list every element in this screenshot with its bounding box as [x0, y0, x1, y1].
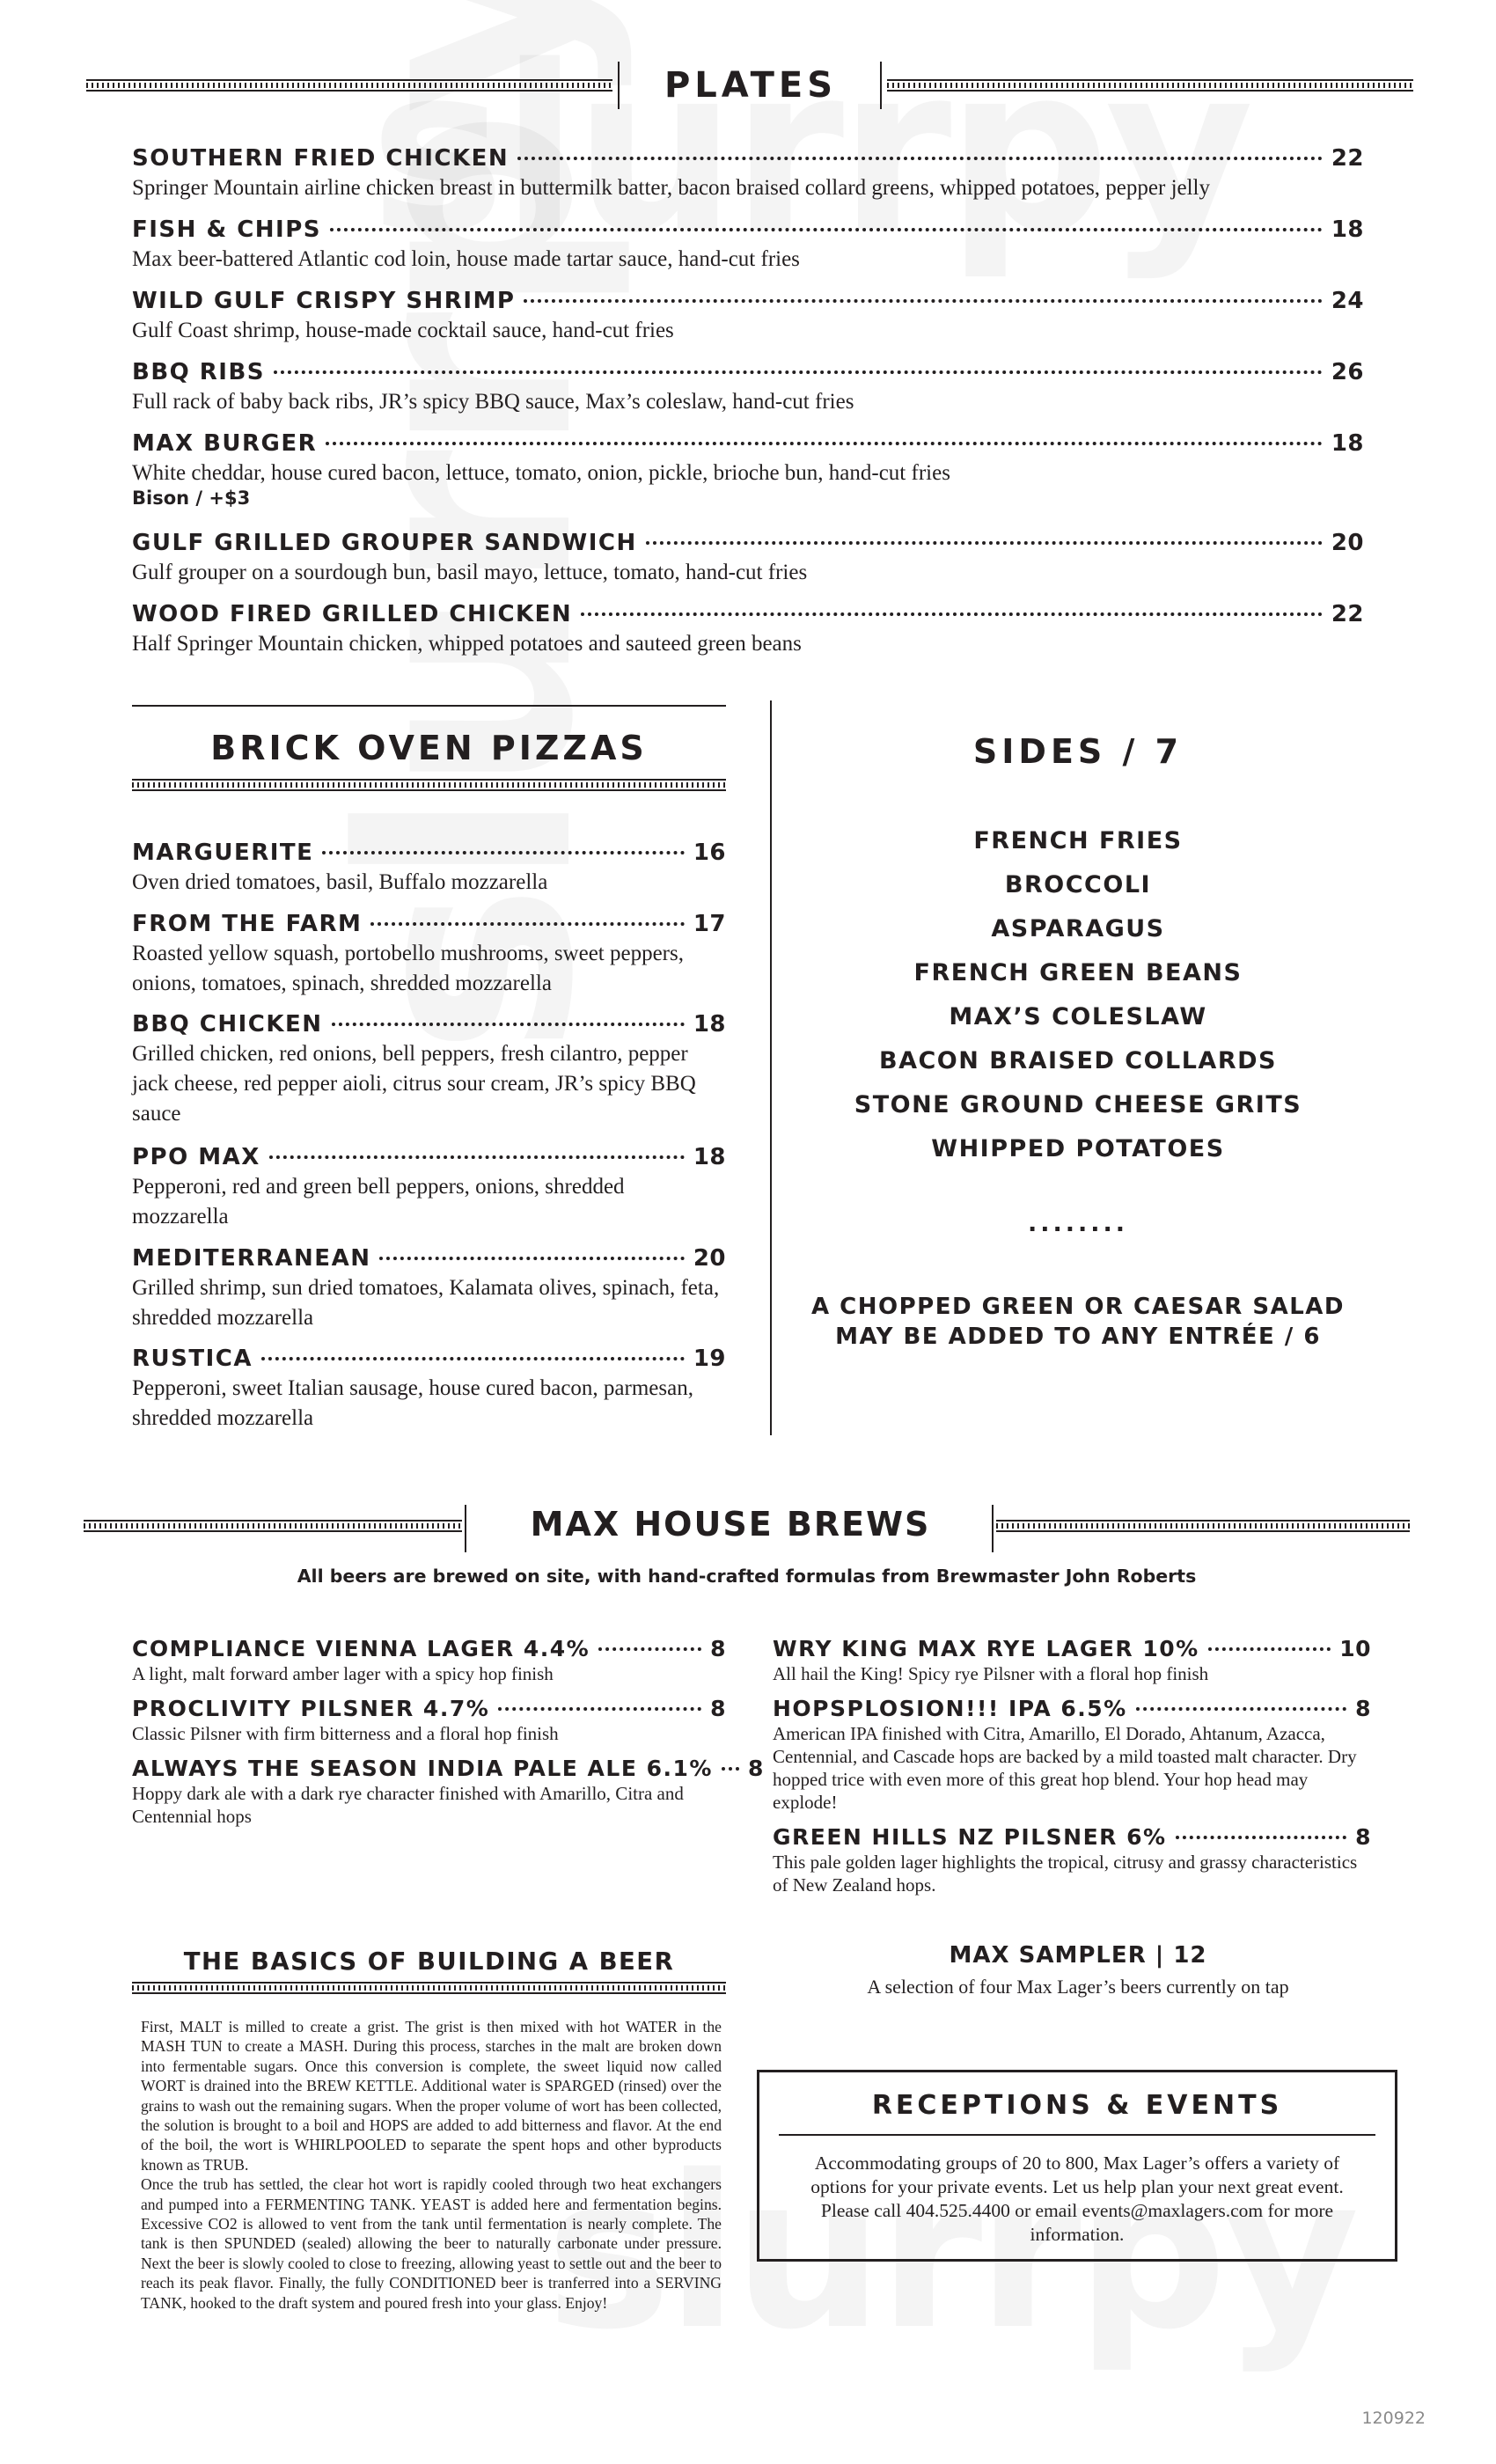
plates-item-row — [132, 430, 1364, 457]
dot-leader — [598, 1647, 701, 1651]
plates-item-row — [132, 530, 1364, 556]
events-divider — [779, 2134, 1375, 2136]
side-item: BROCCOLI — [1004, 871, 1152, 898]
plates-item — [132, 359, 1364, 416]
plates-item-description: Springer Mountain airline chicken breast in buttermilk batter, bacon braised collard greens, whipped potatoes, pepper jelly — [132, 176, 1210, 200]
pizza-rule — [132, 779, 726, 791]
menu-code: 120922 — [1361, 2409, 1426, 2428]
dot-leader — [332, 1023, 685, 1026]
beer-item-price: 8 — [710, 1636, 726, 1661]
plates-item-row — [132, 145, 1364, 172]
beer-item-name: HOPSPLOSION!!! IPA 6.5% — [773, 1696, 1127, 1721]
events-text: Accommodating groups of 20 to 800, Max Lager’s offers a variety of options for your private events. Let us help plan your next great event. Please call 404.525.4400 or email events@maxlagers.com for more information. — [810, 2152, 1344, 2245]
beer-item — [773, 1636, 1371, 1685]
beer-item-description: Classic Pilsner with firm bitterness and a floral hop finish — [132, 1723, 559, 1744]
plates-item-price: 22 — [1331, 601, 1364, 627]
pizza-item-description: Pepperoni, red and green bell peppers, onions, shredded mozzarella — [132, 1175, 625, 1228]
beer-item — [132, 1696, 726, 1745]
pizza-item — [132, 1011, 726, 1129]
pizza-item-name: BBQ CHICKEN — [132, 1011, 323, 1038]
dot-leader — [1176, 1836, 1347, 1839]
dot-leader — [517, 157, 1323, 160]
events-box — [757, 2070, 1397, 2262]
basics-paragraph-2: Once the trub has settled, the clear hot wort is rapidly cooled through two heat exchangers and pumped into a FERMENTING TANK. YEAST is added here and fermentation begins. Excessive CO2 is allowed to vent from the tank until fermentation is nearly complete. The tank is then SPUNDED (sealed) allowing the beer to naturally carbonate under pressure. Next the beer is slowly cooled to close to freezing, allowing yeast to settle out and the beer to reach its peak flavor. Finally, the fully CONDITIONED beer is tranferred into a SERVING TANK, hooked to the draft system and poured fresh into your glass. Enjoy! — [141, 2175, 722, 2312]
dot-leader — [274, 370, 1323, 374]
plates-item-price: 20 — [1331, 530, 1364, 556]
plates-item-row — [132, 216, 1364, 243]
dot-leader — [330, 228, 1323, 231]
pizza-item-name: FROM THE FARM — [132, 911, 363, 937]
pizza-item-row — [132, 1011, 726, 1038]
plates-item-description: Gulf grouper on a sourdough bun, basil mayo, lettuce, tomato, hand-cut fries — [132, 561, 808, 584]
plates-item-name: FISH & CHIPS — [132, 216, 321, 243]
pizza-top-line — [132, 705, 726, 707]
side-item: FRENCH FRIES — [973, 827, 1183, 854]
beer-item-price: 8 — [710, 1696, 726, 1721]
pizza-item-row — [132, 1346, 726, 1372]
side-item: STONE GROUND CHEESE GRITS — [854, 1091, 1302, 1118]
beer-item-name: ALWAYS THE SEASON INDIA PALE ALE 6.1% — [132, 1756, 713, 1781]
beer-item-description: Hoppy dark ale with a dark rye character finished with Amarillo, Citra and Centennial hops — [132, 1783, 684, 1827]
brews-rule-right — [996, 1520, 1410, 1532]
plates-item-name: MAX BURGER — [132, 430, 318, 457]
pizza-title: BRICK OVEN PIZZAS — [210, 729, 648, 767]
dot-leader — [370, 922, 684, 926]
salad-note-line1: A CHOPPED GREEN OR CAESAR SALAD — [811, 1294, 1345, 1320]
beer-item-description: American IPA finished with Citra, Amarillo, El Dorado, Ahtanum, Azacca, Centennial, and Cascade hops are backed by a mild toasted malt character. Dry hopped trice with even more of this great hop blend. Your hop head may explode! — [773, 1723, 1357, 1813]
beer-item-description: This pale golden lager highlights the tropical, citrusy and grassy characteristics of New Zealand hops. — [773, 1852, 1358, 1896]
beer-item-name: WRY KING MAX RYE LAGER 10% — [773, 1636, 1199, 1661]
pizza-item-name: RUSTICA — [132, 1346, 253, 1372]
plates-item-name: WOOD FIRED GRILLED CHICKEN — [132, 601, 573, 627]
sampler-title: MAX SAMPLER | 12 — [949, 1942, 1207, 1969]
pizza-item-price: 20 — [693, 1245, 726, 1272]
plates-item — [132, 145, 1364, 202]
plates-item-price: 22 — [1331, 145, 1364, 172]
pizza-item-name: MEDITERRANEAN — [132, 1245, 371, 1272]
beer-item-price: 8 — [1355, 1696, 1371, 1721]
brews-subtitle: All beers are brewed on site, with hand-crafted formulas from Brewmaster John Roberts — [297, 1566, 1197, 1587]
dot-leader — [261, 1357, 685, 1360]
pizza-item — [132, 1144, 726, 1232]
brews-rule-left — [84, 1520, 462, 1532]
dot-leader — [326, 442, 1323, 445]
sides-divider: ........ — [1027, 1210, 1129, 1237]
beer-item-name: PROCLIVITY PILSNER 4.7% — [132, 1696, 490, 1721]
pizza-item-description: Pepperoni, sweet Italian sausage, house cured bacon, parmesan, shredded mozzarella — [132, 1376, 693, 1430]
plates-title: PLATES — [664, 65, 838, 106]
plates-item-description: Full rack of baby back ribs, JR’s spicy BBQ sauce, Max’s coleslaw, hand-cut fries — [132, 390, 854, 414]
plates-item-row — [132, 601, 1364, 627]
basics-rule — [132, 1982, 726, 1994]
pizza-item-price: 18 — [693, 1144, 726, 1170]
dot-leader — [581, 612, 1323, 616]
plates-bar-right — [880, 62, 882, 109]
plates-item-name: GULF GRILLED GROUPER SANDWICH — [132, 530, 637, 556]
side-item: ASPARAGUS — [991, 915, 1165, 942]
plates-item-price: 18 — [1331, 430, 1364, 457]
brews-bar-left — [465, 1505, 466, 1552]
plates-item — [132, 216, 1364, 274]
plates-item-row — [132, 359, 1364, 385]
plates-item-description: Half Springer Mountain chicken, whipped potatoes and sauteed green beans — [132, 632, 802, 656]
beer-item — [773, 1696, 1371, 1814]
brews-bar-right — [992, 1505, 994, 1552]
pizza-item-price: 16 — [693, 840, 726, 866]
plates-item-description: Gulf Coast shrimp, house-made cocktail sauce, hand-cut fries — [132, 319, 674, 342]
plates-item-name: WILD GULF CRISPY SHRIMP — [132, 288, 516, 314]
pizza-item-row — [132, 840, 726, 866]
pizza-item-price: 17 — [693, 911, 726, 937]
plates-item-description: Max beer-battered Atlantic cod loin, house made tartar sauce, hand-cut fries — [132, 247, 800, 271]
pizza-item-row — [132, 1144, 726, 1170]
plates-item-name: SOUTHERN FRIED CHICKEN — [132, 145, 510, 172]
beer-item — [773, 1824, 1371, 1896]
pizza-item-row — [132, 911, 726, 937]
basics-paragraph-1: First, MALT is milled to create a grist. The grist is then mixed with hot WATER in the MASH TUN to create a MASH. During this process, starches in the malt are broken down into fermentable sugars. Once this conversion is complete, the sweet liquid now called WORT is drained into the BREW KETTLE. Additional water is SPARGED (rinsed) over the grains to wash out the remaining sugars. When the proper volume of wort has been collected, the solution is brought to a boil and HOPS are added to add bitterness and flavor. At the end of the boil, the wort is WHIRLPOOLED to separate the spent hops and other byproducts known as TRUB. — [141, 2018, 722, 2174]
plates-bar-left — [618, 62, 620, 109]
basics-text — [141, 2017, 722, 2313]
beer-item-price: 8 — [1355, 1824, 1371, 1850]
beer-item-row — [132, 1696, 726, 1721]
pizza-item-description: Oven dried tomatoes, basil, Buffalo mozzarella — [132, 870, 548, 894]
dot-leader — [1136, 1707, 1346, 1711]
pizza-item-row — [132, 1245, 726, 1272]
beer-item-name: COMPLIANCE VIENNA LAGER 4.4% — [132, 1636, 590, 1661]
plates-item-price: 18 — [1331, 216, 1364, 243]
dot-leader — [646, 541, 1323, 545]
dot-leader — [379, 1257, 684, 1260]
side-item: BACON BRAISED COLLARDS — [879, 1047, 1277, 1074]
basics-title: THE BASICS OF BUILDING A BEER — [183, 1947, 675, 1976]
plates-item-price: 24 — [1331, 288, 1364, 314]
dot-leader — [1208, 1647, 1331, 1651]
pizza-item-price: 19 — [693, 1346, 726, 1372]
pizza-item-name: PPO MAX — [132, 1144, 260, 1170]
plates-item — [132, 601, 1364, 658]
beer-item-row — [773, 1824, 1371, 1850]
pizza-item-description: Roasted yellow squash, portobello mushrooms, sweet peppers, onions, tomatoes, spinach, shredded mozzarella — [132, 942, 684, 995]
plates-item — [132, 430, 1364, 509]
side-item: MAX’S COLESLAW — [949, 1003, 1207, 1030]
beer-item-description: All hail the King! Spicy rye Pilsner with a floral hop finish — [773, 1663, 1209, 1684]
beer-item-row — [773, 1696, 1371, 1721]
plates-rule-right — [887, 79, 1413, 92]
beer-item-row — [132, 1756, 764, 1781]
beer-item-row — [132, 1636, 726, 1661]
salad-note-line2: MAY BE ADDED TO ANY ENTRÉE / 6 — [835, 1324, 1321, 1350]
plates-item-extra: Bison / +$3 — [132, 488, 251, 509]
beer-item — [132, 1756, 764, 1828]
pizza-item-price: 18 — [693, 1011, 726, 1038]
events-title: RECEPTIONS & EVENTS — [871, 2090, 1283, 2121]
side-item: WHIPPED POTATOES — [931, 1135, 1225, 1162]
beer-item-description: A light, malt forward amber lager with a spicy hop finish — [132, 1663, 554, 1684]
beer-item-price: 10 — [1339, 1636, 1371, 1661]
plates-item-price: 26 — [1331, 359, 1364, 385]
column-divider — [770, 700, 772, 1435]
plates-rule-left — [86, 79, 612, 92]
sampler-desc: A selection of four Max Lager’s beers currently on tap — [867, 1976, 1289, 1998]
beer-item — [132, 1636, 726, 1685]
plates-item-row — [132, 288, 1364, 314]
dot-leader — [524, 299, 1322, 303]
pizza-item-name: MARGUERITE — [132, 840, 314, 866]
beer-item-price: 8 — [747, 1756, 764, 1781]
dot-leader — [322, 851, 684, 854]
beer-item-name: GREEN HILLS NZ PILSNER 6% — [773, 1824, 1167, 1850]
dot-leader — [722, 1767, 739, 1771]
side-item: FRENCH GREEN BEANS — [913, 959, 1243, 986]
pizza-item-description: Grilled shrimp, sun dried tomatoes, Kalamata olives, spinach, feta, shredded mozzarella — [132, 1276, 720, 1330]
plates-item — [132, 530, 1364, 587]
plates-item-name: BBQ RIBS — [132, 359, 266, 385]
brews-title: MAX HOUSE BREWS — [530, 1505, 931, 1544]
pizza-item-description: Grilled chicken, red onions, bell peppers, fresh cilantro, pepper jack cheese, red pepper aioli, citrus sour cream, JR’s spicy BBQ sauce — [132, 1042, 696, 1126]
beer-item-row — [773, 1636, 1371, 1661]
pizza-item — [132, 1245, 726, 1333]
pizza-item — [132, 1346, 726, 1434]
dot-leader — [498, 1707, 701, 1711]
plates-item — [132, 288, 1364, 345]
pizza-item — [132, 911, 726, 999]
plates-item-description: White cheddar, house cured bacon, lettuce, tomato, onion, pickle, brioche bun, hand-cut fries — [132, 461, 950, 485]
dot-leader — [269, 1155, 685, 1159]
pizza-item — [132, 840, 726, 898]
sides-title: SIDES / 7 — [972, 732, 1184, 771]
